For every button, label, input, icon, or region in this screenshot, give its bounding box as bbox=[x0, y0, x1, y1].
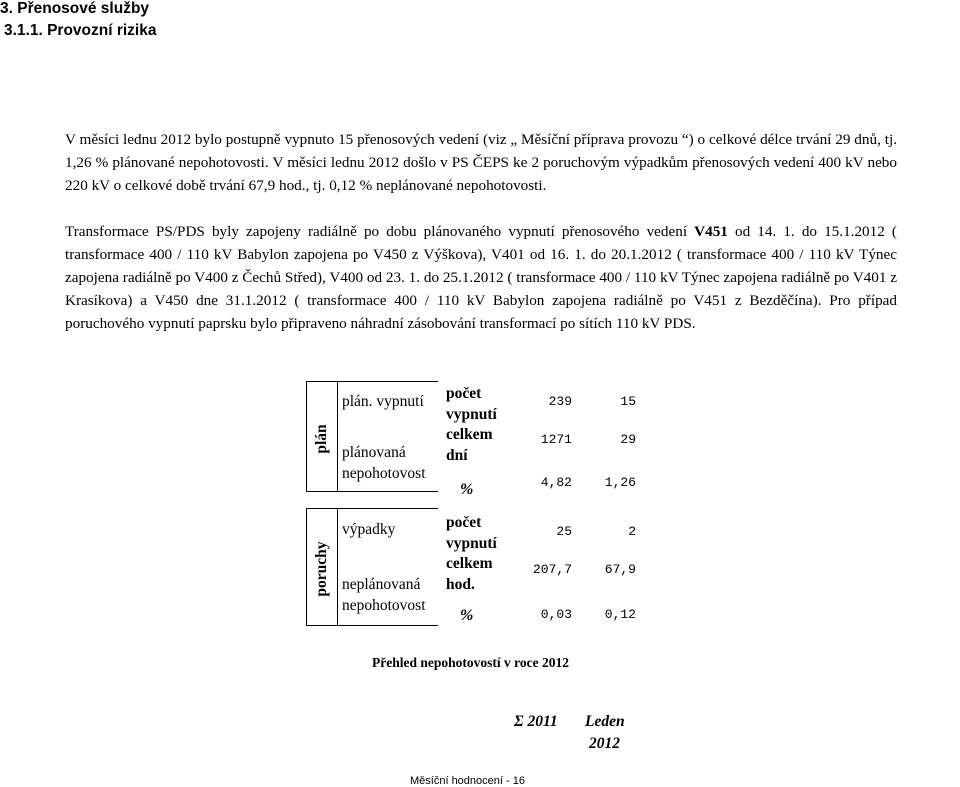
faults-label-unplanned-unavailability-1: neplánovaná bbox=[342, 576, 421, 593]
plan-label-planned-unavailability-2: nepohotovost bbox=[342, 465, 426, 482]
faults-unit-percent: % bbox=[460, 607, 474, 624]
faults-percent-sum: 0,03 bbox=[540, 607, 572, 622]
faults-hours-month: 67,9 bbox=[604, 562, 636, 577]
faults-count-sum: 25 bbox=[556, 524, 572, 539]
faults-percent-month: 0,12 bbox=[604, 607, 636, 622]
col-header-year: 2012 bbox=[589, 735, 620, 752]
faults-hours-sum: 207,7 bbox=[532, 562, 572, 577]
subsection-heading: 3.1.1. Provozní rizika bbox=[4, 22, 157, 39]
paragraph2-text-start: Transformace PS/PDS byly zapojeny radiálně po dobu plánovaného vypnutí přenosového vedení bbox=[65, 223, 695, 240]
faults-unit-count-2: vypnutí bbox=[446, 535, 497, 552]
faults-left-border bbox=[306, 508, 307, 625]
plan-label-planned-unavailability-1: plánovaná bbox=[342, 444, 406, 461]
faults-label-outages: výpadky bbox=[342, 521, 396, 538]
plan-unit-percent: % bbox=[460, 481, 474, 498]
paragraph-transformations bbox=[65, 220, 897, 335]
faults-unit-hours-1: celkem bbox=[446, 555, 493, 572]
col-header-sum-2011: Σ 2011 bbox=[514, 713, 558, 730]
plan-unit-days-1: celkem bbox=[446, 426, 493, 443]
page-footer: Měsíční hodnocení - 16 bbox=[410, 775, 525, 787]
plan-unit-count-1: počet bbox=[446, 385, 482, 402]
section-heading: 3. Přenosové služby bbox=[0, 0, 150, 17]
plan-count-sum: 239 bbox=[548, 394, 572, 409]
plan-unit-days-2: dní bbox=[446, 447, 468, 464]
paragraph-planned-outages: V měsíci lednu 2012 bylo postupně vypnuto 15 přenosových vedení (viz „ Měsíční příprava provozu “) o celkové délce trvání 29 dnů, tj. 1,26 % plánované nepohotovosti. V měsíci lednu 2012 došlo v PS ČEPS ke 2 poruchovým výpadkům přenosových vedení 400 kV nebo 220 kV o celkové době trvání 67,9 hod., tj. 0,12 % neplánované nepohotovosti. bbox=[65, 131, 897, 194]
plan-count-month: 15 bbox=[620, 394, 636, 409]
faults-top-border bbox=[306, 508, 438, 509]
faults-divider bbox=[337, 508, 338, 625]
plan-days-sum: 1271 bbox=[540, 432, 572, 447]
faults-label-unplanned-unavailability-2: nepohotovost bbox=[342, 597, 426, 614]
plan-left-border bbox=[306, 381, 307, 491]
faults-count-month: 2 bbox=[628, 524, 636, 539]
plan-percent-month: 1,26 bbox=[604, 475, 636, 490]
faults-group-label: poruchy bbox=[313, 541, 330, 597]
paragraph2-text-end: od 14. 1. do 15.1.2012 ( transformace 400 / 110 kV Babylon zapojena po V450 z Výškova), V401 od 16. 1. do 20.1.2012 ( transformace 400 / 110 kV Týnec zapojena radiálně po V400 z Čechů Střed), V400 od 23. 1. do 25.1.2012 ( transformace 400 / 110 kV Týnec zapojena radiálně po V401 z Krasíkova) a V450 dne 31.1.2012 ( transformace 400 / 110 kV Babylon zapojena radiálně po V451 z Bezděčína). Pro případ poruchového vypnutí paprsku bylo připraveno náhradní zásobování transformací po sítích 110 kV PDS. bbox=[65, 223, 897, 332]
faults-bottom-border bbox=[306, 625, 438, 626]
plan-divider bbox=[337, 381, 338, 491]
plan-bottom-border bbox=[306, 491, 438, 492]
plan-unit-count-2: vypnutí bbox=[446, 406, 497, 423]
plan-label-planned-shutdowns: plán. vypnutí bbox=[342, 393, 424, 410]
plan-top-border bbox=[306, 381, 438, 382]
paragraph2-bold-line: V451 bbox=[694, 223, 728, 240]
plan-percent-sum: 4,82 bbox=[540, 475, 572, 490]
faults-unit-hours-2: hod. bbox=[446, 576, 475, 593]
col-header-month: Leden bbox=[585, 713, 625, 730]
plan-days-month: 29 bbox=[620, 432, 636, 447]
faults-unit-count-1: počet bbox=[446, 514, 482, 531]
table-caption: Přehled nepohotovostí v roce 2012 bbox=[372, 655, 569, 670]
plan-group-label: plán bbox=[313, 424, 330, 454]
